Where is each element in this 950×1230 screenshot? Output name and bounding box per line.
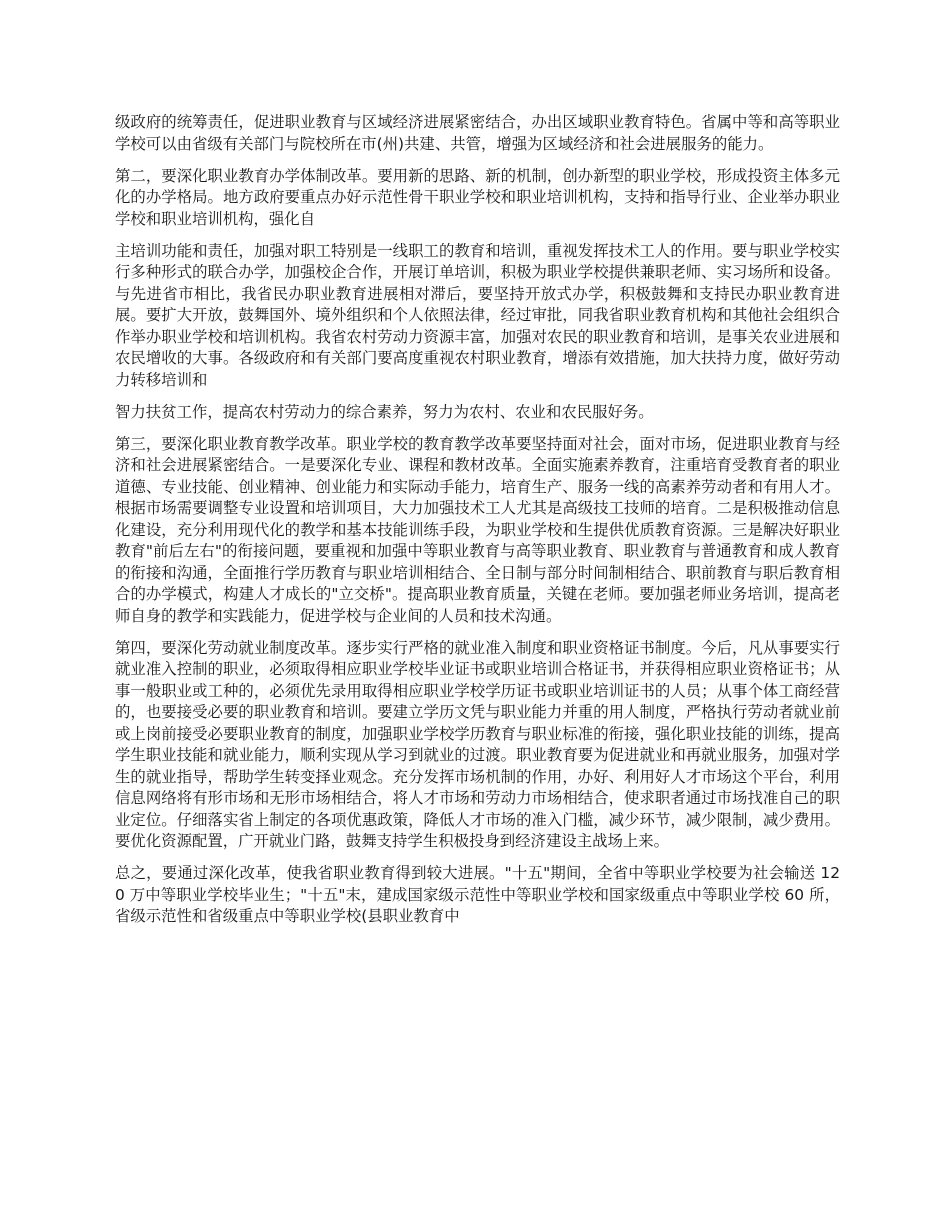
paragraph-enterprise-training: 主培训功能和责任，加强对职工特别是一线职工的教育和培训，重视发挥技术工人的作用。要与职业学校实行多种形式的联合办学，加强校企合作，开展订单培训，积极为职业学校提供兼职老师、实习场所和设备。与先进省市相比，我省民办职业教育进展相对滞后，要坚持开放式办学，积极鼓舞和支持民办职业教育进展。要扩大开放，鼓舞国外、境外组织和个人依照法律，经过审批，同我省职业教育机构和其他社会组织合作举办职业学校和培训机构。我省农村劳动力资源丰富，加强对农民的职业教育和培训，是事关农业进展和农民增收的大事。各级政府和有关部门要高度重视农村职业教育，增添有效措施，加大扶持力度，做好劳动力转移培训和: [115, 241, 840, 389]
paragraph-second-reform: 第二，要深化职业教育办学体制改革。要用新的思路、新的机制，创办新型的职业学校，形成投资主体多元化的办学格局。地方政府要重点办好示范性骨干职业学校和职业培训机构，支持和指导行业、企业举办职业学校和职业培训机构，强化自: [115, 166, 840, 228]
paragraph-rural-poverty: 智力扶贫工作，提高农村劳动力的综合素养，努力为农村、农业和农民服好务。: [115, 402, 654, 421]
paragraph-fourth-reform: 第四，要深化劳动就业制度改革。逐步实行严格的就业准入制度和职业资格证书制度。今后，凡从事要实行就业准入控制的职业，必须取得相应职业学校毕业证书或职业培训合格证书，并获得相应职业资格证书；从事一般职业或工种的，必须优先录用取得相应职业学校学历证书或职业培训证书的人员；从事个体工商经营的，也要接受必要的职业教育和培训。要建立学历文凭与职业能力并重的用人制度，严格执行劳动者就业前或上岗前接受必要职业教育的制度，加强职业学校学历教育与职业标准的衔接，强化职业技能的训练，提高学生职业技能和就业能力，顺利实现从学习到就业的过渡。职业教育要为促进就业和再就业服务，加强对学生的就业指导，帮助学生转变择业观念。充分发挥市场机制的作用，办好、利用好人才市场这个平台，利用信息网络将有形市场和无形市场相结合，将人才市场和劳动力市场相结合，使求职者通过市场找准自己的职业定位。仔细落实省上制定的各项优惠政策，降低人才市场的准入门槛，减少环节，减少限制，减少费用。要优化资源配置，广开就业门路，鼓舞支持学生积极投身到经济建设主战场上来。: [115, 638, 840, 850]
document-body: [115, 112, 840, 928]
paragraph-conclusion: 总之，要通过深化改革，使我省职业教育得到较大进展。"十五"期间，全省中等职业学校要为社会输送 120 万中等职业学校毕业生；"十五"末，建成国家级示范性中等职业学校和国家级重点中等职业学校 60 所，省级示范性和省级重点中等职业学校(县职业教育中: [115, 864, 840, 925]
paragraph-third-reform: 第三，要深化职业教育教学改革。职业学校的教育教学改革要坚持面对社会，面对市场，促进职业教育与经济和社会进展紧密结合。一是要深化专业、课程和教材改革。全面实施素养教育，注重培育受教育者的职业道德、专业技能、创业精神、创业能力和实际动手能力，培育生产、服务一线的高素养劳动者和有用人才。根据市场需要调整专业设置和培训项目，大力加强技术工人尤其是高级技工技师的培育。二是积极推动信息化建设，充分利用现代化的教学和基本技能训练手段，为职业学校和生提供优质教育资源。三是解决好职业教育"前后左右"的衔接问题，要重视和加强中等职业教育与高等职业教育、职业教育与普通教育和成人教育的衔接和沟通，全面推行学历教育与职业培训相结合、全日制与部分时间制相结合、职前教育与职后教育相合的办学模式，构建人才成长的"立交桥"。提高职业教育质量，关键在老师。要加强老师业务培训，提高老师自身的教学和实践能力，促进学校与企业间的人员和技术沟通。: [115, 434, 840, 625]
paragraph-regional-coordination: 级政府的统筹责任，促进职业教育与区域经济进展紧密结合，办出区域职业教育特色。省属中等和高等职业学校可以由省级有关部门与院校所在市(州)共建、共管，增强为区域经济和社会进展服务的能力。: [115, 113, 840, 153]
